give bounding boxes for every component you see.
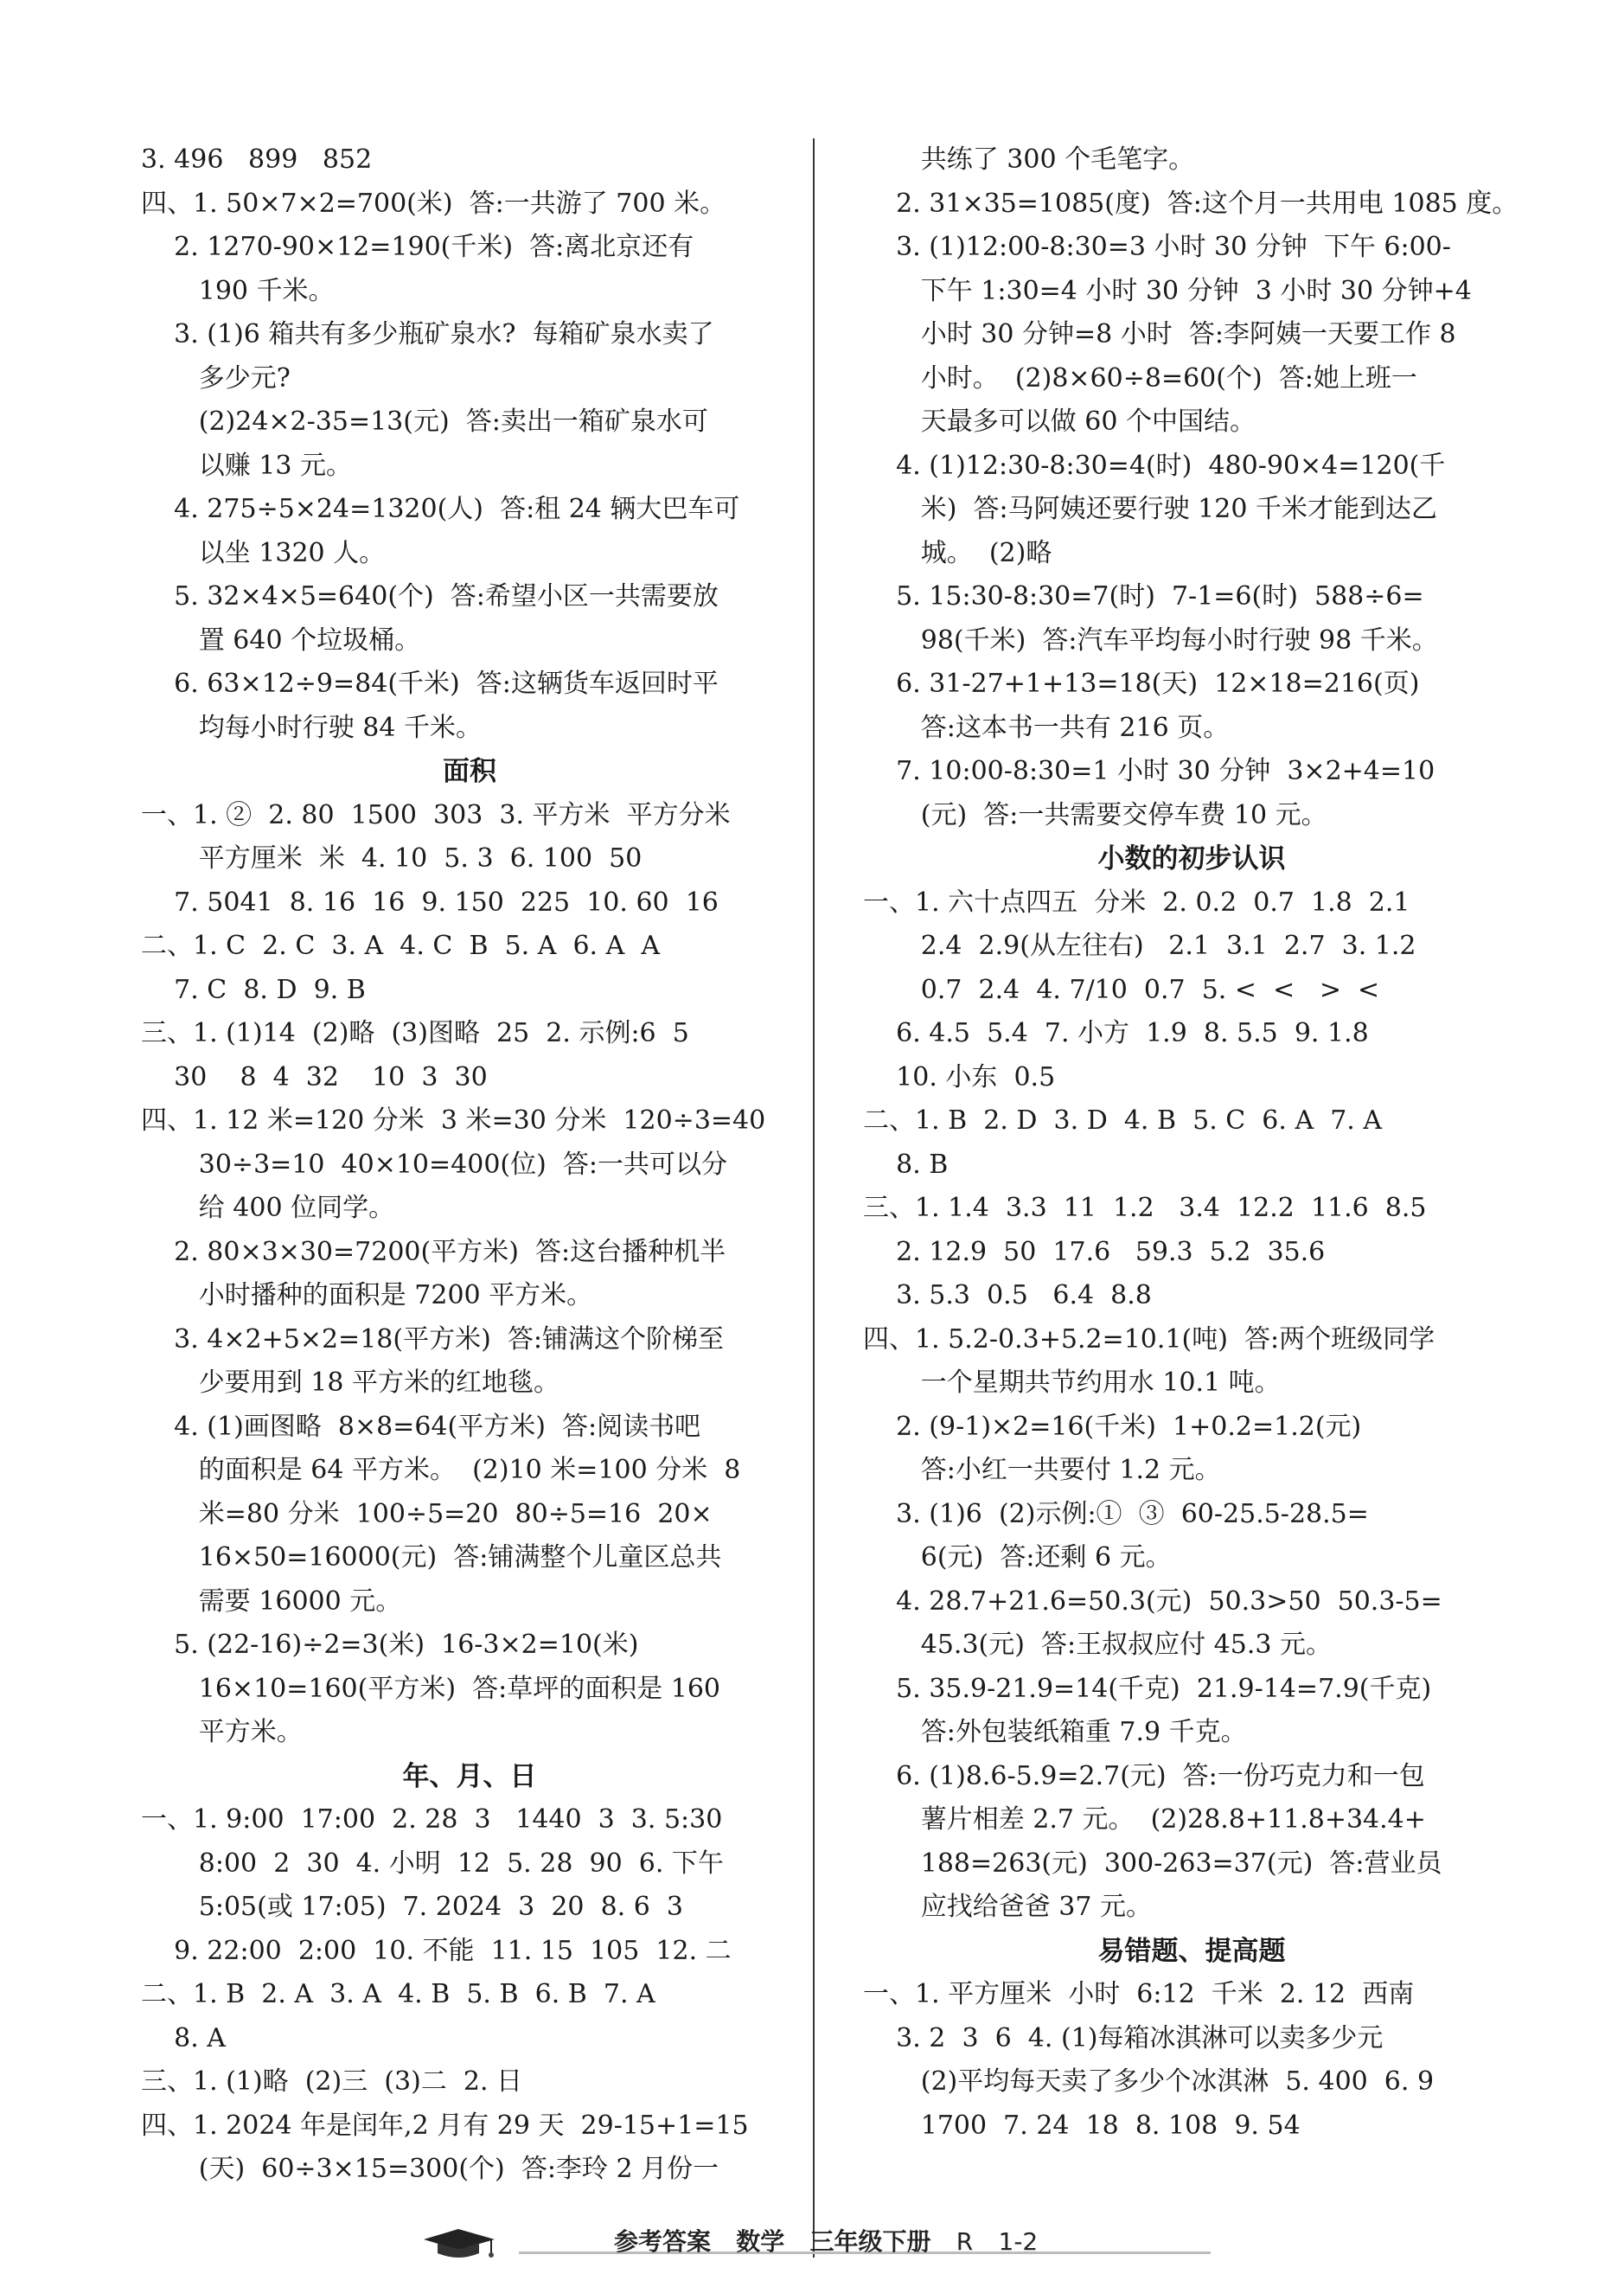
answer-line: 四、1. 5.2-0.3+5.2=10.1(吨) 答:两个班级同学 [863,1323,1435,1355]
answer-line: 188=263(元) 300-263=37(元) 答:营业员 [863,1848,1442,1879]
answer-line: 8:00 2 30 4. 小明 12 5. 28 90 6. 下午 [141,1848,724,1879]
answer-line: 16×50=16000(元) 答:铺满整个儿童区总共 [141,1542,722,1573]
section-heading: 年、月、日 [402,1760,537,1792]
answer-line: (天) 60÷3×15=300(个) 答:李玲 2 月份一 [141,2154,719,2184]
answer-line: 均每小时行驶 84 千米。 [141,712,482,743]
answer-line: 8. B [863,1149,949,1180]
answer-line: 5:05(或 17:05) 7. 2024 3 20 8. 6 3 [141,1892,683,1922]
answer-line: 0.7 2.4 4. 7/10 0.7 5. < < > < [863,974,1380,1005]
answer-line: 7. C 8. D 9. B [141,974,366,1005]
answer-line: 3. (1)6 箱共有多少瓶矿泉水? 每箱矿泉水卖了 [141,319,714,349]
answer-line: 三、1. (1)略 (2)三 (3)二 2. 日 [141,2066,523,2097]
answer-line: 四、1. 2024 年是闰年,2 月有 29 天 29-15+1=15 [141,2110,749,2141]
answer-line: 二、1. B 2. D 3. D 4. B 5. C 6. A 7. A [863,1105,1383,1136]
column-divider [813,138,815,2258]
answer-line: 45.3(元) 答:王叔叔应付 45.3 元。 [863,1630,1333,1660]
answer-line: 6. (1)8.6-5.9=2.7(元) 答:一份巧克力和一包 [863,1760,1425,1791]
answer-line: 6. 4.5 5.4 7. 小方 1.9 8. 5.5 9. 1.8 [863,1018,1369,1048]
answer-line: 需要 16000 元。 [141,1585,402,1617]
answer-line: 30 8 4 32 10 3 30 [141,1061,488,1092]
graduation-cap-icon [415,2227,510,2262]
answer-line: 3. 5.3 0.5 6.4 8.8 [863,1280,1152,1310]
footer-label: 参考答案 [614,2227,712,2256]
left-column [141,138,798,2192]
answer-line: 3. (1)12:00-8:30=3 小时 30 分钟 下午 6:00- [863,232,1451,262]
footer-text [614,2227,1038,2257]
answer-line: 7. 5041 8. 16 16 9. 150 225 10. 60 16 [141,887,719,918]
answer-line: 一、1. ② 2. 80 1500 303 3. 平方米 平方分米 [141,799,731,830]
answer-line: 2. 12.9 50 17.6 59.3 5.2 35.6 [863,1236,1326,1267]
footer-page: 1-2 [998,2227,1039,2256]
answer-line: 4. (1)12:30-8:30=4(时) 480-90×4=120(千 [863,450,1446,481]
answer-line: 置 640 个垃圾桶。 [141,625,421,656]
answer-line: 给 400 位同学。 [141,1193,395,1223]
answer-line: 平方厘米 米 4. 10 5. 3 6. 100 50 [141,843,643,874]
section-heading: 面积 [443,756,496,787]
answer-line: 一个星期共节约用水 10.1 吨。 [863,1368,1281,1398]
answer-line: 30÷3=10 40×10=400(位) 答:一共可以分 [141,1149,728,1180]
answer-line: 5. 35.9-21.9=14(千克) 21.9-14=7.9(千克) [863,1673,1432,1704]
footer-subject: 数学 [736,2227,785,2256]
answer-line: 6(元) 答:还剩 6 元。 [863,1542,1172,1573]
answer-line: 7. 10:00-8:30=1 小时 30 分钟 3×2+4=10 [863,756,1435,786]
answer-line: 少要用到 18 平方米的红地毯。 [141,1368,559,1398]
answer-line: 98(千米) 答:汽车平均每小时行驶 98 千米。 [863,625,1438,656]
footer-grade: 三年级下册 [809,2227,931,2256]
answer-line: 2. 80×3×30=7200(平方米) 答:这台播种机半 [141,1236,726,1267]
answer-line: 4. 275÷5×24=1320(人) 答:租 24 辆大巴车可 [141,494,740,524]
answer-line: 2. 31×35=1085(度) 答:这个月一共用电 1085 度。 [863,188,1519,219]
answer-line: 2.4 2.9(从左往右) 2.1 3.1 2.7 3. 1.2 [863,931,1416,961]
answer-line: 3. 2 3 6 4. (1)每箱冰淇淋可以卖多少元 [863,2022,1384,2053]
answer-line: 1700 7. 24 18 8. 108 9. 54 [863,2110,1301,2141]
answer-line: 多少元? [141,362,291,394]
answer-line: 四、1. 12 米=120 分米 3 米=30 分米 120÷3=40 [141,1105,766,1136]
answer-line: 小时播种的面积是 7200 平方米。 [141,1280,593,1310]
answer-line: 城。 (2)略 [863,537,1052,568]
answer-line: 四、1. 50×7×2=700(米) 答:一共游了 700 米。 [141,188,726,219]
answer-line: 2. (9-1)×2=16(千米) 1+0.2=1.2(元) [863,1411,1362,1442]
answer-line: 3. 496 899 852 [141,144,373,175]
answer-line: 16×10=160(平方米) 答:草坪的面积是 160 [141,1673,721,1704]
answer-line: 以赚 13 元。 [141,450,352,481]
answer-line: 下午 1:30=4 小时 30 分钟 3 小时 30 分钟+4 [863,275,1472,306]
answer-line: 一、1. 六十点四五 分米 2. 0.2 0.7 1.8 2.1 [863,887,1410,918]
answer-line: 答:外包装纸箱重 7.9 千克。 [863,1717,1247,1747]
footer-edition: R [956,2227,974,2256]
answer-line: 二、1. B 2. A 3. A 4. B 5. B 6. B 7. A [141,1979,655,2009]
answer-line: 共练了 300 个毛笔字。 [863,144,1195,175]
answer-line: 薯片相差 2.7 元。 (2)28.8+11.8+34.4+ [863,1804,1426,1835]
answer-line: 8. A [141,2022,226,2053]
answer-line: 的面积是 64 平方米。 (2)10 米=100 分米 8 [141,1455,741,1485]
answer-line: 答:这本书一共有 216 页。 [863,712,1230,743]
answer-line: 米=80 分米 100÷5=20 80÷5=16 20× [141,1498,713,1529]
answer-line: 3. 4×2+5×2=18(平方米) 答:铺满这个阶梯至 [141,1323,724,1355]
answer-line: (2)24×2-35=13(元) 答:卖出一箱矿泉水可 [141,407,708,437]
answer-line: 10. 小东 0.5 [863,1061,1056,1092]
answer-line: 米) 答:马阿姨还要行驶 120 千米才能到达乙 [863,494,1437,524]
section-heading: 易错题、提高题 [1097,1935,1286,1967]
answer-line: 6. 31-27+1+13=18(天) 12×18=216(页) [863,669,1420,699]
answer-line: 一、1. 9:00 17:00 2. 28 3 1440 3 3. 5:30 [141,1804,723,1835]
answer-line: 答:小红一共要付 1.2 元。 [863,1455,1221,1485]
answer-line: 3. (1)6 (2)示例:① ③ 60-25.5-28.5= [863,1498,1369,1529]
answer-line: 2. 1270-90×12=190(千米) 答:离北京还有 [141,232,694,262]
answer-line: 应找给爸爸 37 元。 [863,1892,1152,1922]
answer-line: 小时 30 分钟=8 小时 答:李阿姨一天要工作 8 [863,319,1456,349]
answer-line: 天最多可以做 60 个中国结。 [863,407,1256,437]
answer-line: 5. 15:30-8:30=7(时) 7-1=6(时) 588÷6= [863,581,1424,612]
right-column [863,138,1520,2148]
answer-line: 平方米。 [141,1717,303,1747]
answer-line: 6. 63×12÷9=84(千米) 答:这辆货车返回时平 [141,669,719,699]
page-footer [415,2227,1211,2262]
section-heading: 小数的初步认识 [1097,843,1286,874]
answer-line: 小时。 (2)8×60÷8=60(个) 答:她上班一 [863,362,1417,394]
answer-line: 190 千米。 [141,275,335,306]
answer-line: 5. 32×4×5=640(个) 答:希望小区一共需要放 [141,581,719,612]
answer-line: 三、1. 1.4 3.3 11 1.2 3.4 12.2 11.6 8.5 [863,1193,1427,1223]
answer-line: 二、1. C 2. C 3. A 4. C B 5. A 6. A A [141,931,661,961]
answer-line: 一、1. 平方厘米 小时 6:12 千米 2. 12 西南 [863,1979,1415,2009]
answer-line: (元) 答:一共需要交停车费 10 元。 [863,799,1327,830]
answer-line: 以坐 1320 人。 [141,537,386,568]
answer-line: (2)平均每天卖了多少个冰淇淋 5. 400 6. 9 [863,2066,1435,2097]
answer-line: 5. (22-16)÷2=3(米) 16-3×2=10(米) [141,1630,639,1660]
answer-line: 9. 22:00 2:00 10. 不能 11. 15 105 12. 二 [141,1935,732,1966]
answer-line: 三、1. (1)14 (2)略 (3)图略 25 2. 示例:6 5 [141,1018,689,1048]
answer-line: 4. 28.7+21.6=50.3(元) 50.3>50 50.3-5= [863,1585,1442,1617]
answer-line: 4. (1)画图略 8×8=64(平方米) 答:阅读书吧 [141,1411,701,1442]
